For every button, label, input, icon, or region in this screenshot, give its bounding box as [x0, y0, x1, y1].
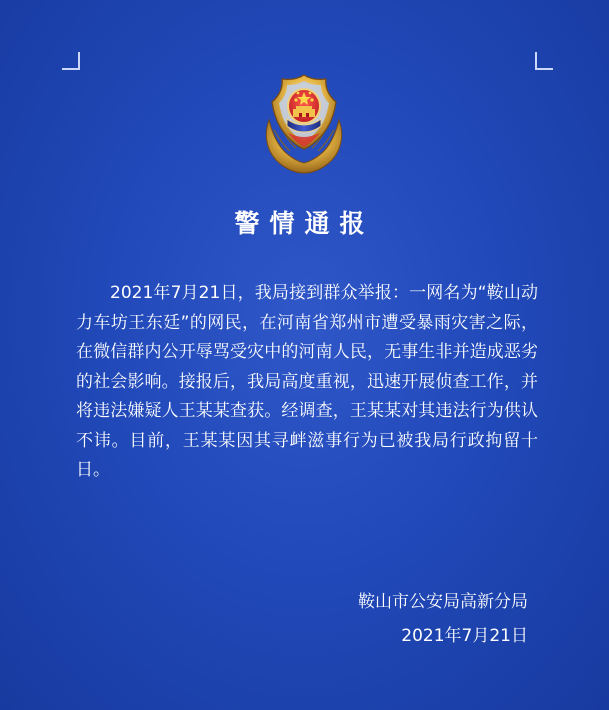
notice-body: 2021年7月21日，我局接到群众举报：一网名为“鞍山动力车坊王东廷”的网民，在河南省郑州市遭受暴雨灾害之际，在微信群内公开辱骂受灾中的河南人民，无事生非并造成恶劣的社会影响。接报后，我局高度重视，迅速开展侦查工作，并将违法嫌疑人王某某查获。经调查，王某某对其违法行为供认不讳。目前，王某某因其寻衅滋事行为已被我局行政拘留十日。 — [76, 283, 538, 480]
top-left-corner-mark — [62, 52, 80, 70]
signature-date: 2021年7月21日 — [401, 626, 528, 646]
notice-title: 警情通报 — [234, 209, 375, 238]
top-right-corner-mark — [535, 52, 553, 70]
police-emblem-icon — [252, 72, 356, 174]
signature-organization: 鞍山市公安局高新分局 — [358, 592, 528, 612]
